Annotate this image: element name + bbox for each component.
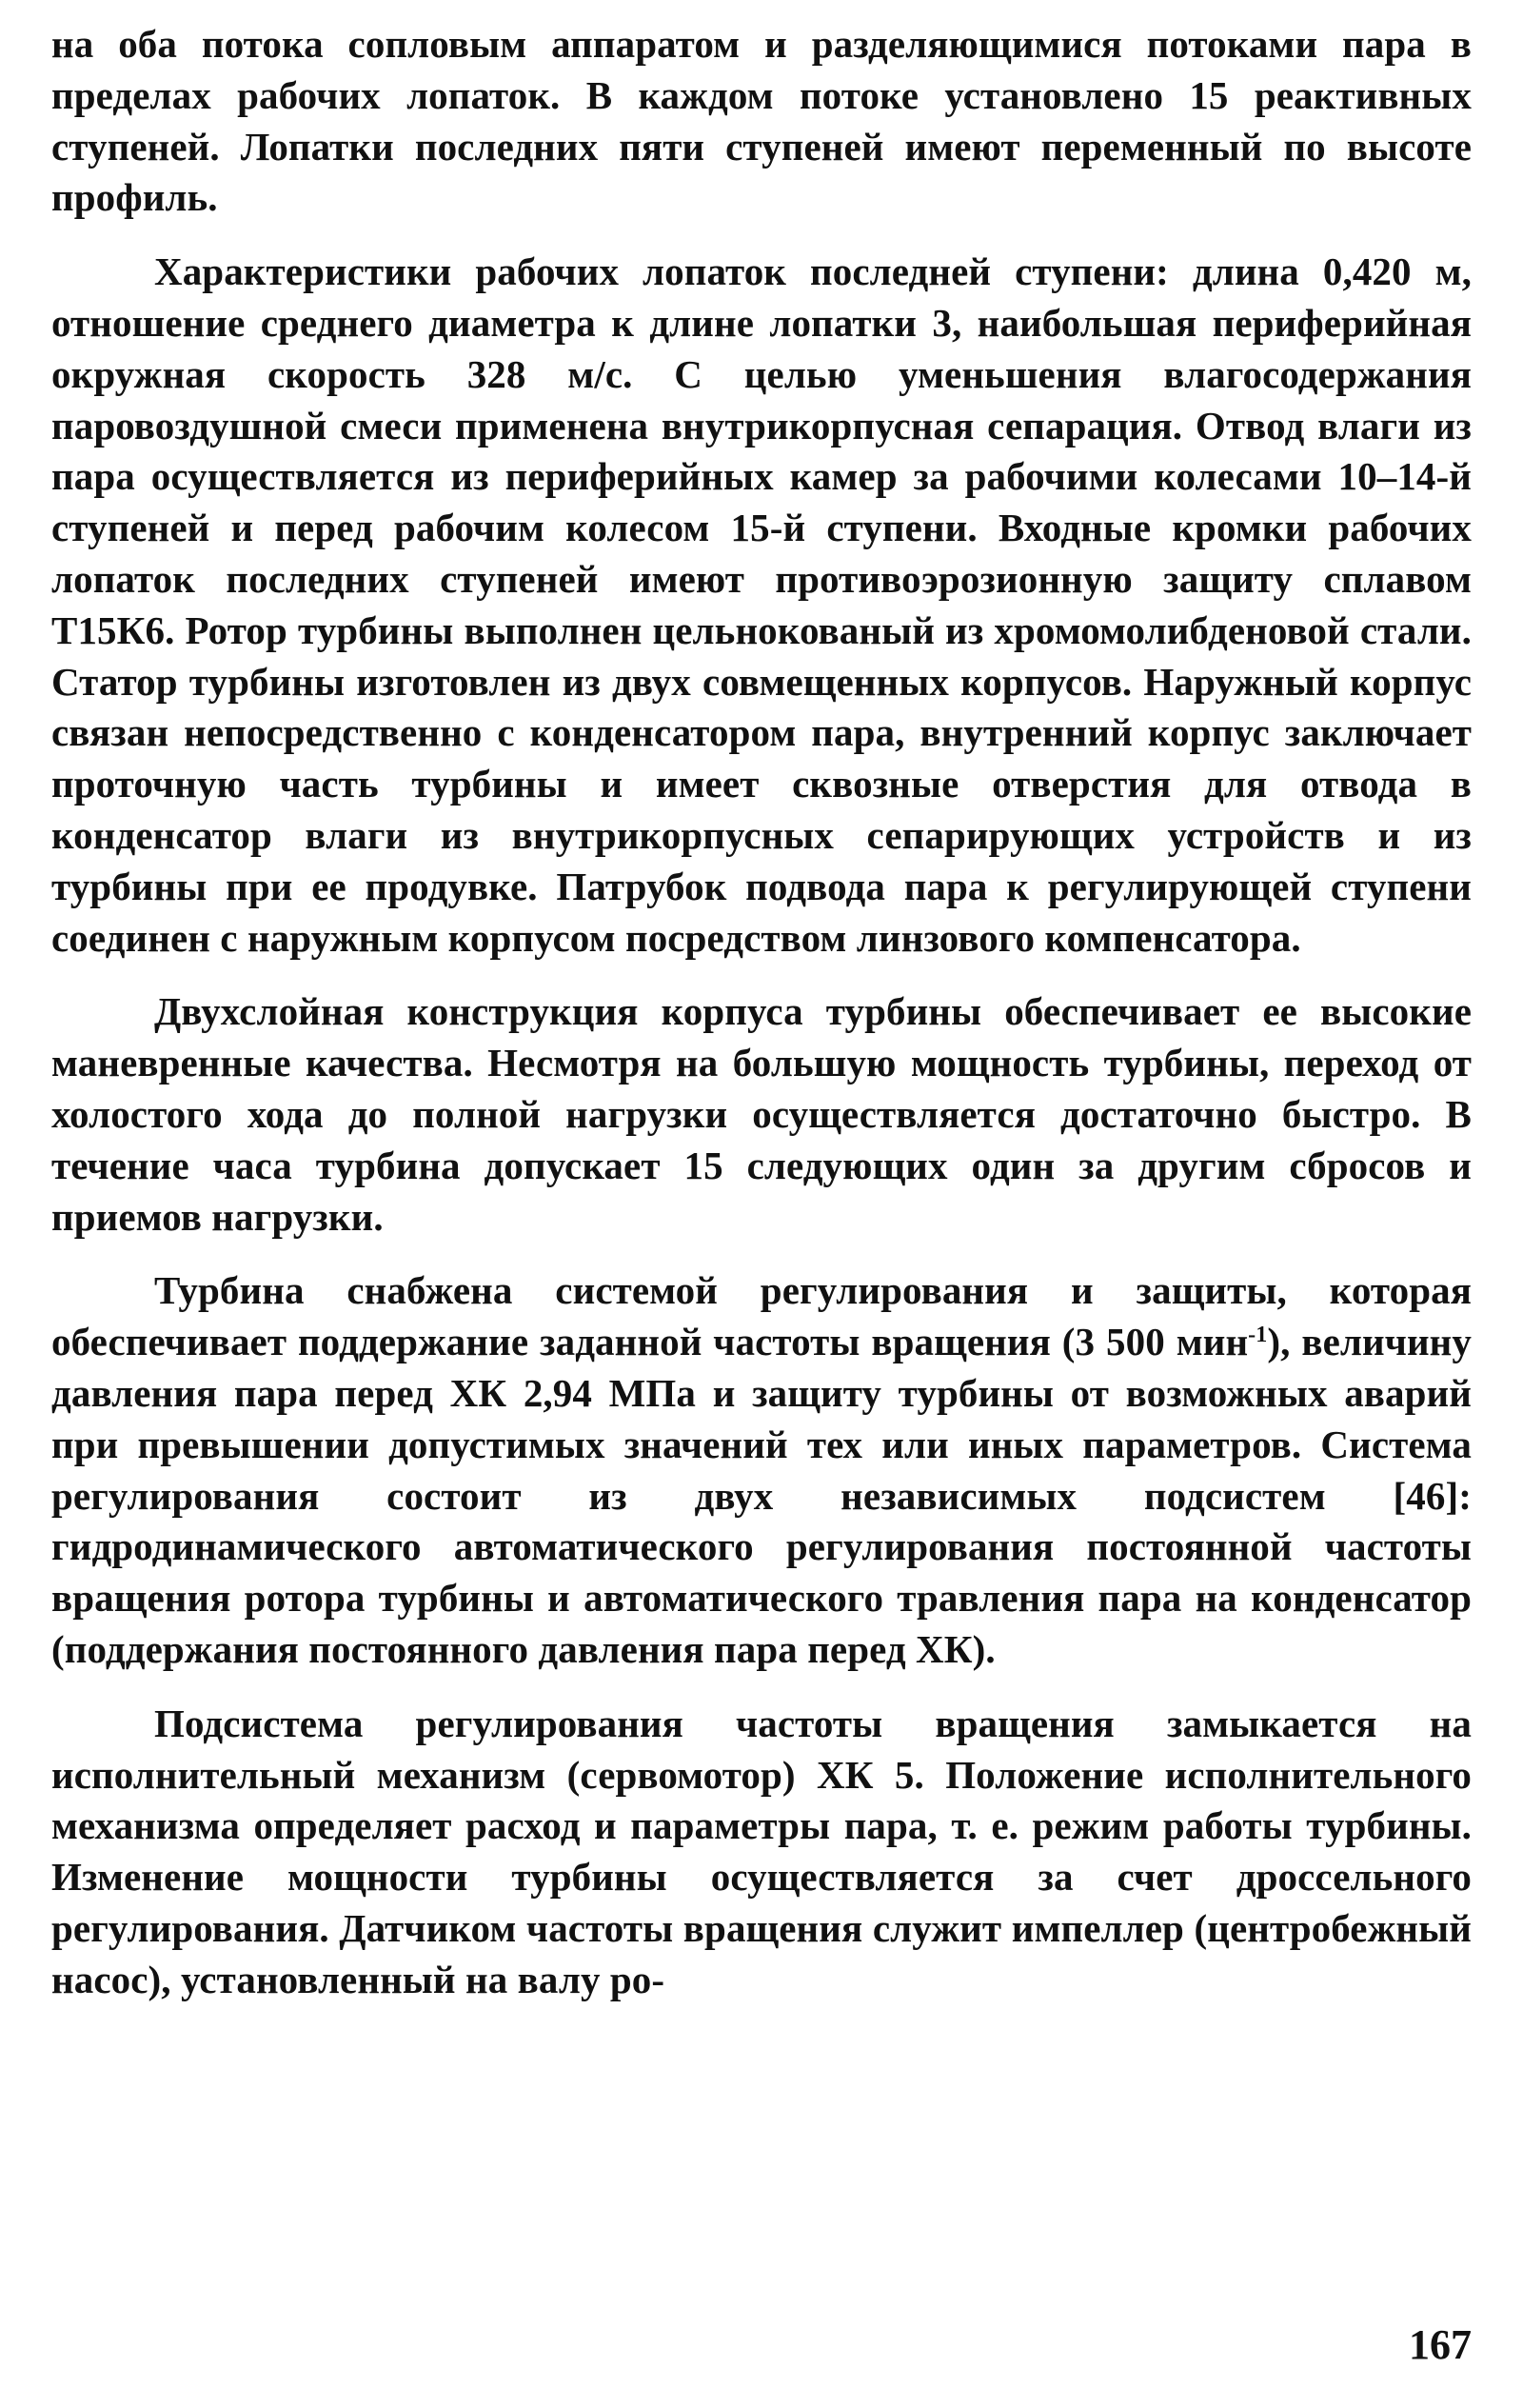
paragraph-2-text: Характеристики рабочих лопаток последней ступени: длина 0,420 м, отношение среднего диаметра к длине лопатки 3, наибольшая периферийная окружная скорость 328 м/с. С целью уменьшения влагосодержания паровоздушной смеси применена внутрикорпусная сепарация. Отвод влаги из пара осуществляется из периферийных камер за рабочими колесами 10–14-й ступеней и перед рабочим колесом 15-й ступени. Входные кромки рабочих лопаток последних ступеней имеют противоэрозионную защиту сплавом Т15К6. Ротор турбины выполнен цельнокованый из хромомолибденовой стали. Статор турбины изготовлен из двух совмещенных корпусов. Наружный корпус связан непосредственно с конденсатором пара, внутренний корпус заключает проточную часть турбины и имеет сквозные отверстия для отвода в конденсатор влаги из внутрикорпусных сепарирующих устройств и из турбины при ее продувке. Патрубок подвода пара к регулирующей ступени соединен с наружным корпусом посредством линзового компенсатора.: [51, 249, 1472, 960]
paragraph-4-text-a: Турбина снабжена системой регулирования и защиты, которая обеспечивает поддержание заданной частоты вращения (3 500 мин: [51, 1268, 1472, 1364]
paragraph-1: [51, 19, 1472, 224]
superscript-minus-one: -1: [1248, 1323, 1268, 1348]
paragraph-4: [51, 1265, 1472, 1675]
paragraph-3: [51, 986, 1472, 1243]
paragraph-3-text: Двухслойная конструкция корпуса турбины обеспечивает ее высокие маневренные качества. Несмотря на большую мощность турбины, переход от холостого хода до полной нагрузки осуществляется достаточно быстро. В течение часа турбина допускает 15 следующих один за другим сбросов и приемов нагрузки.: [51, 989, 1472, 1239]
paragraph-5: [51, 1699, 1472, 2006]
paragraph-1-text: на оба потока сопловым аппаратом и разделяющимися потоками пара в пределах рабочих лопаток. В каждом потоке установлено 15 реактивных ступеней. Лопатки последних пяти ступеней имеют переменный по высоте профиль.: [51, 22, 1472, 220]
paragraph-5-text: Подсистема регулирования частоты вращения замыкается на исполнительный механизм (сервомотор) ХК 5. Положение исполнительного механизма определяет расход и параметры пара, т. е. режим работы турбины. Изменение мощности турбины осуществляется за счет дроссельного регулирования. Датчиком частоты вращения служит импеллер (центробежный насос), установленный на валу ро-: [51, 1701, 1472, 2001]
page-body: [51, 19, 1472, 2028]
paragraph-4-text-b: ), величину давления пара перед ХК 2,94 МПа и защиту турбины от возможных аварий при превышении допустимых значений тех или иных параметров. Система регулирования состоит из двух независимых подсистем [46]: гидродинамического автоматического регулирования постоянной частоты вращения ротора турбины и автоматического травления пара на конденсатор (поддержания постоянного давления пара перед ХК).: [51, 1320, 1472, 1671]
paragraph-2: [51, 247, 1472, 964]
page-number: 167: [1409, 2321, 1472, 2368]
